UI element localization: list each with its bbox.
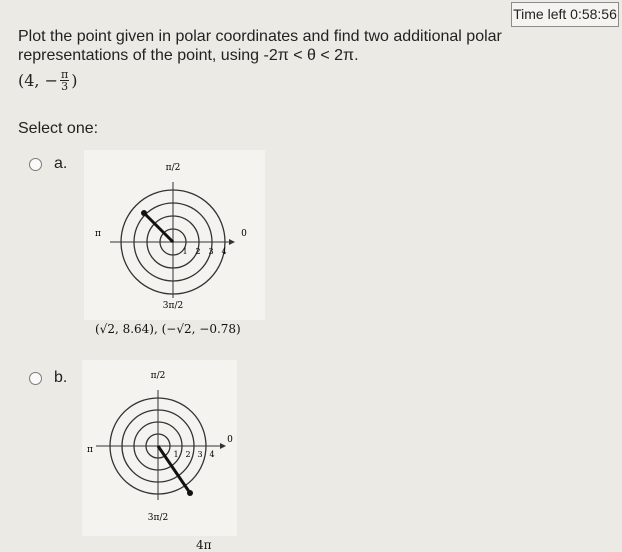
tick-2: 2 xyxy=(195,247,201,256)
polar-point-expression xyxy=(18,64,77,96)
label-zero: 0 xyxy=(241,229,247,239)
label-3pi-over-2: 3π/2 xyxy=(147,513,169,523)
label-pi-over-2: π/2 xyxy=(165,163,181,173)
fraction-denominator: 3 xyxy=(61,79,69,93)
tick-4: 4 xyxy=(209,450,215,459)
label-pi-over-2: π/2 xyxy=(150,371,166,381)
tick-4: 4 xyxy=(221,247,227,256)
option-a-graph xyxy=(84,150,265,320)
fraction-numerator: π xyxy=(61,67,69,81)
label-pi: π xyxy=(95,229,101,239)
tick-1: 1 xyxy=(173,450,179,459)
option-a-answer: (√2, 8.64), (−√2, −0.78) xyxy=(95,322,241,336)
label-3pi-over-2: 3π/2 xyxy=(162,301,184,311)
plotted-point xyxy=(141,210,147,216)
point-close: ) xyxy=(71,70,78,90)
option-a[interactable] xyxy=(29,155,67,173)
option-b-graph xyxy=(82,360,237,536)
point-open: (4, − xyxy=(18,70,58,90)
tick-2: 2 xyxy=(185,450,191,459)
option-a-radio[interactable] xyxy=(29,158,42,171)
point-angle-fraction xyxy=(60,69,69,92)
option-b[interactable] xyxy=(29,369,67,387)
tick-3: 3 xyxy=(197,450,203,459)
question-text: Plot the point given in polar coordinates and find two additional polar representations of the point, using -2π < θ < 2π. xyxy=(18,28,502,64)
option-b-radio[interactable] xyxy=(29,372,42,385)
select-one-label: Select one: xyxy=(18,120,99,137)
ray-segment xyxy=(144,213,173,242)
option-b-polar-graph xyxy=(82,360,237,536)
plotted-point xyxy=(187,490,193,496)
option-a-letter: a. xyxy=(54,155,68,172)
label-zero: 0 xyxy=(227,435,233,445)
tick-1: 1 xyxy=(182,247,188,256)
option-a-polar-graph xyxy=(84,150,265,320)
tick-3: 3 xyxy=(208,247,214,256)
option-b-answer-partial: 4π xyxy=(196,538,212,552)
option-b-letter: b. xyxy=(54,369,68,386)
label-pi: π xyxy=(87,445,93,455)
time-left-indicator: Time left 0:58:56 xyxy=(511,2,619,27)
